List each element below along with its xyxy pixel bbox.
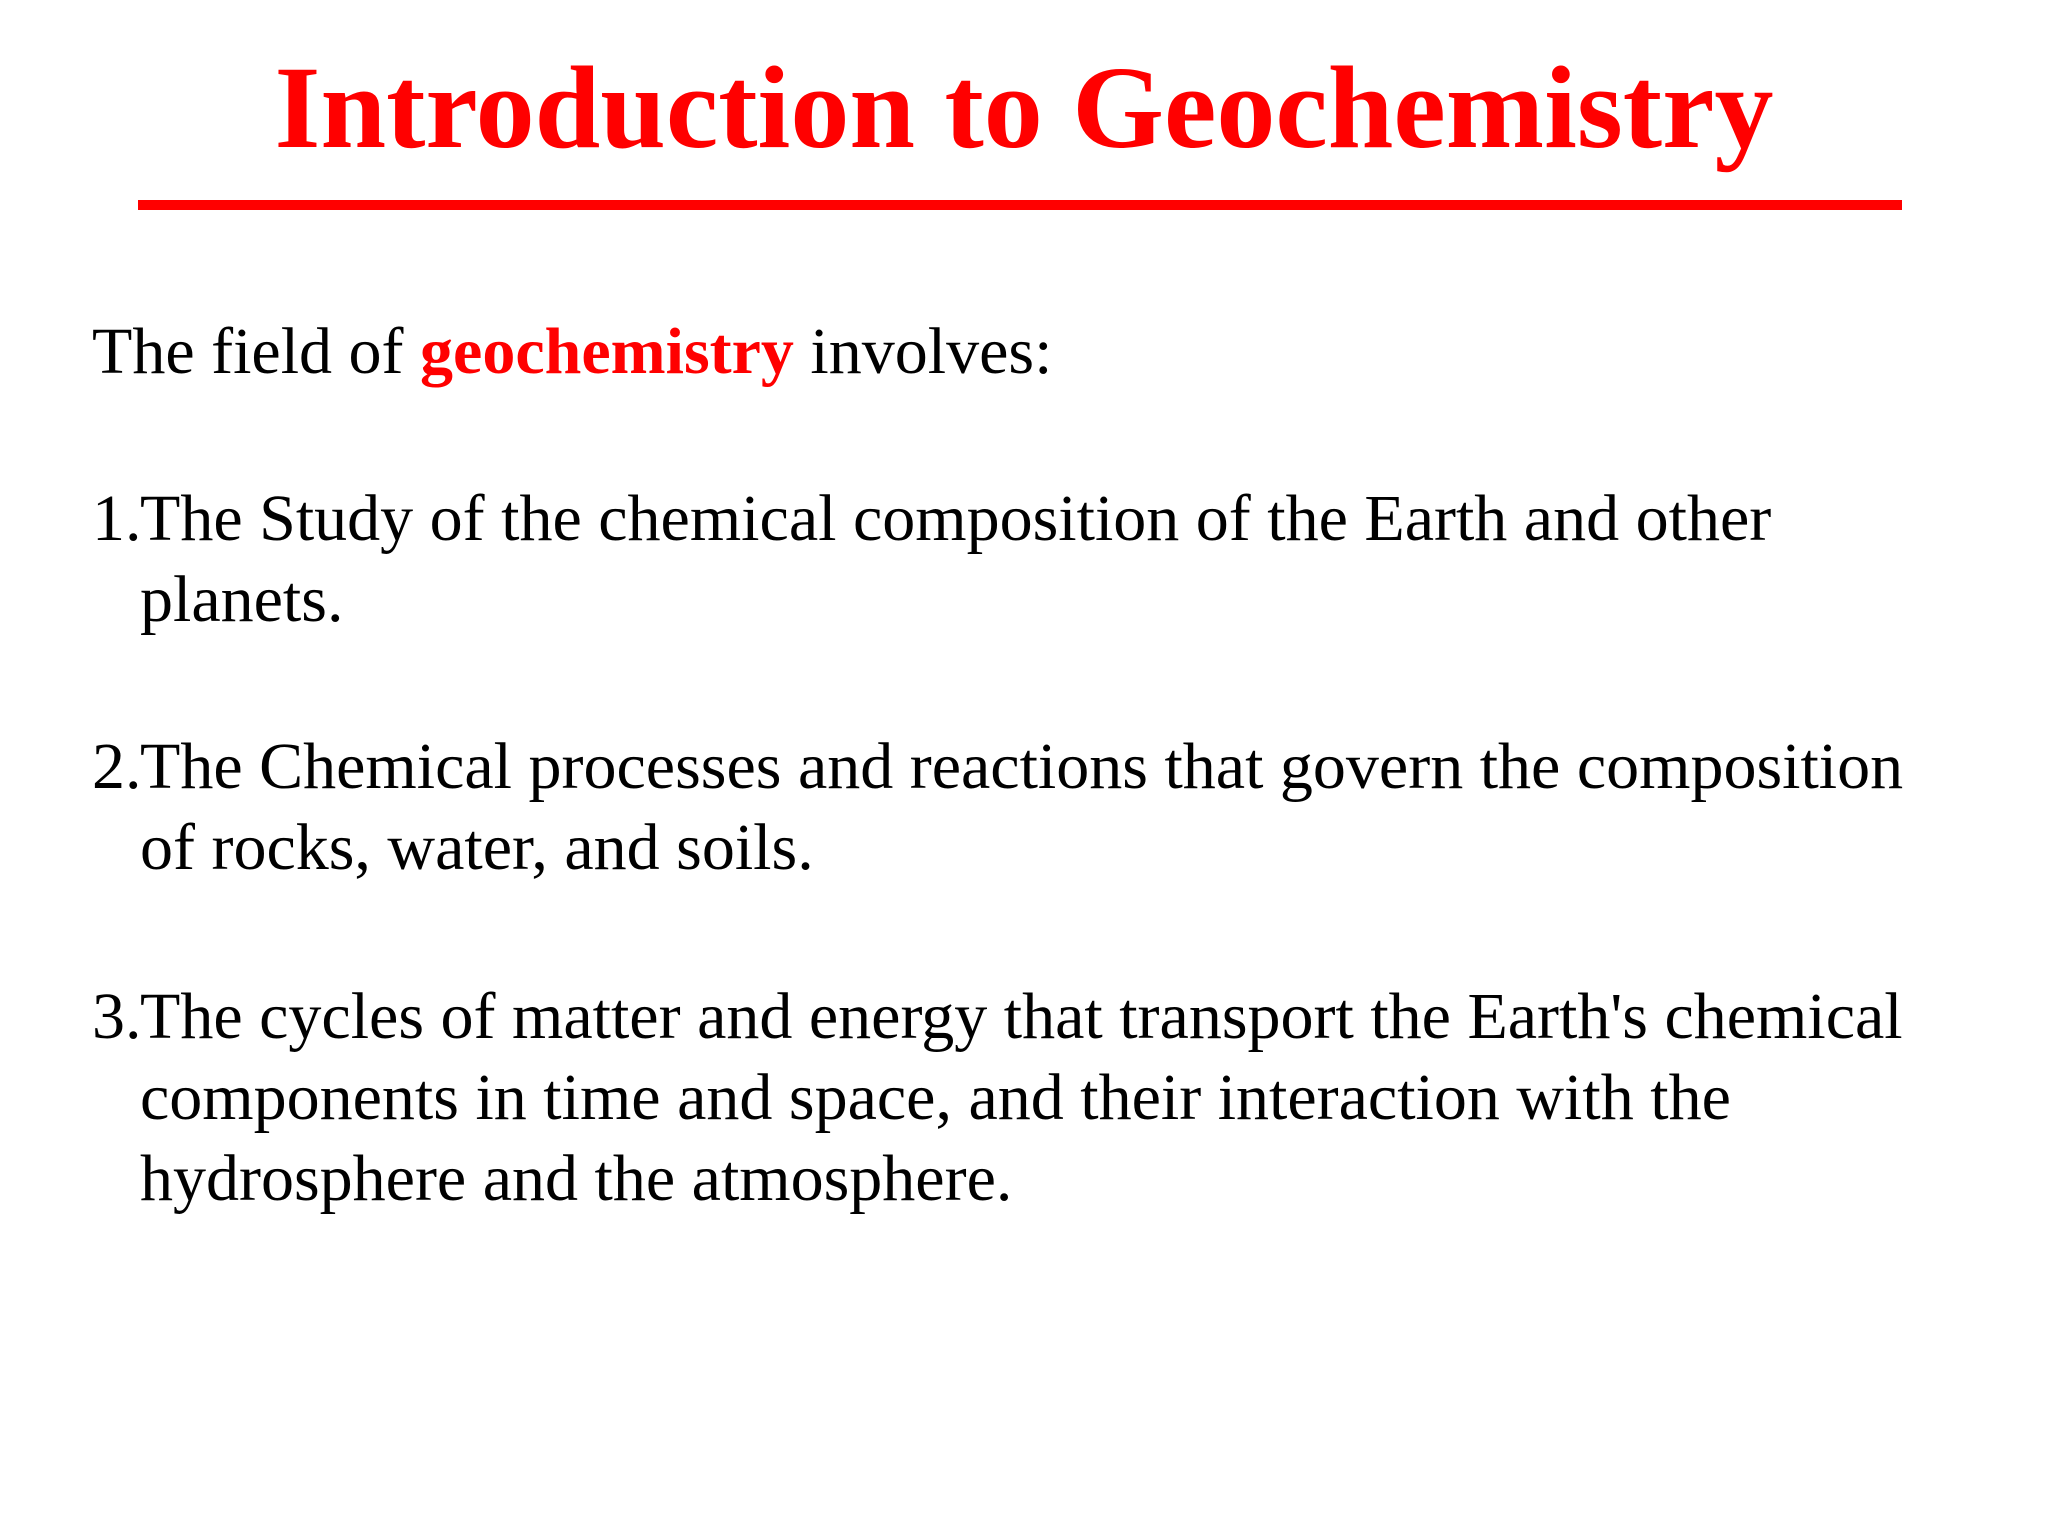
slide-title: Introduction to Geochemistry: [274, 42, 1774, 173]
intro-text-after: involves:: [793, 315, 1053, 388]
title-underline: [138, 200, 1902, 210]
list-item-number: 2.: [92, 730, 142, 803]
list-item-text: The cycles of matter and energy that transport the Earth's chemical components in time and space, and their interaction with the hydrosphere and the atmosphere.: [140, 980, 1903, 1215]
list-item-number: 1.: [92, 482, 142, 555]
intro-line: [92, 312, 1052, 392]
list-item-text: The Study of the chemical composition of the Earth and other planets.: [140, 482, 1772, 636]
intro-text-before: The field of: [92, 315, 421, 388]
list-item-3: [92, 976, 1932, 1219]
list-item-text: The Chemical processes and reactions that govern the composition of rocks, water, and soils.: [140, 730, 1904, 884]
list-item-1: [92, 478, 1932, 640]
intro-highlight-term: geochemistry: [420, 315, 794, 388]
list-item-2: [92, 726, 1932, 888]
list-item-number: 3.: [92, 980, 142, 1053]
